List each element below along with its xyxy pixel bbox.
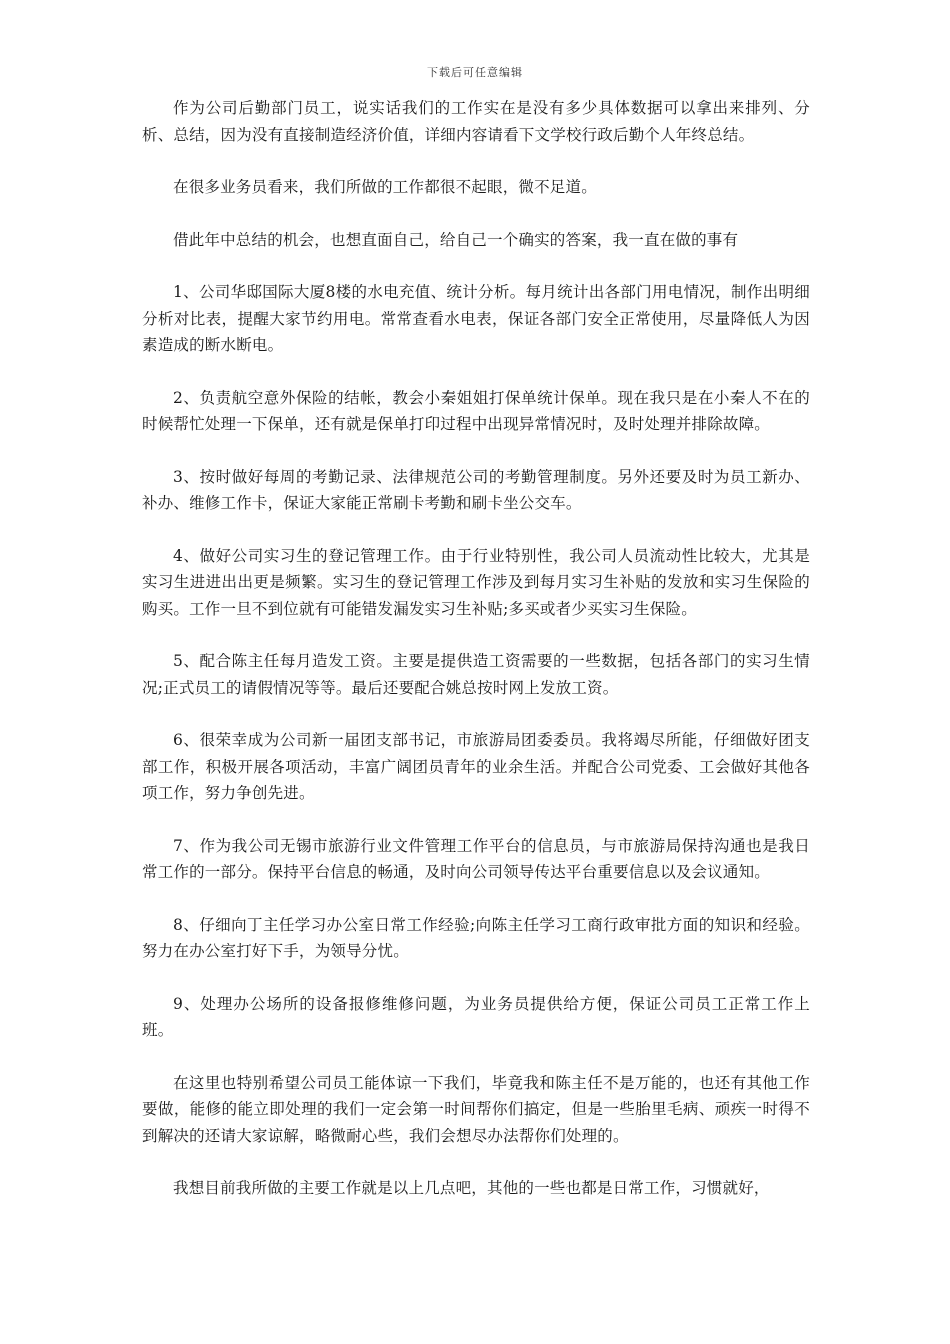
paragraph-item-8: 8、仔细向丁主任学习办公室日常工作经验;向陈主任学习工商行政审批方面的知识和经验。努力在办公室打好下手，为领导分忧。 <box>142 915 810 960</box>
paragraph-lead-in: 借此年中总结的机会，也想直面自己，给自己一个确实的答案，我一直在做的事有 <box>173 230 739 249</box>
paragraph-opinion: 在很多业务员看来，我们所做的工作都很不起眼，微不足道。 <box>173 178 597 196</box>
paragraph-item-5: 5、配合陈主任每月造发工资。主要是提供造工资需要的一些数据，包括各部门的实习生情况;正式员工的请假情况等等。最后还要配合姚总按时网上发放工资。 <box>142 652 810 697</box>
paragraph-closing: 我想目前我所做的主要工作就是以上几点吧，其他的一些也都是日常工作，习惯就好， <box>173 1179 770 1197</box>
document-body <box>142 95 810 1228</box>
paragraph-item-1: 1、公司华邸国际大厦8楼的水电充值、统计分析。每月统计出各部门用电情况，制作出明细分析对比表，提醒大家节约用电。常常查看水电表，保证各部门安全正常使用，尽量降低人为因素造成的断水断电。 <box>142 283 810 354</box>
paragraph-item-4: 4、做好公司实习生的登记管理工作。由于行业特别性，我公司人员流动性比较大，尤其是实习生进进出出更是频繁。实习生的登记管理工作涉及到每月实习生补贴的发放和实习生保险的购买。工作一旦不到位就有可能错发漏发实习生补贴;多买或者少买实习生保险。 <box>142 546 810 618</box>
paragraph-item-2: 2、负责航空意外保险的结帐，教会小秦姐姐打保单统计保单。现在我只是在小秦人不在的时候帮忙处理一下保单，还有就是保单打印过程中出现异常情况时，及时处理并排除故障。 <box>142 388 810 433</box>
paragraph-item-3: 3、按时做好每周的考勤记录、法律规范公司的考勤管理制度。另外还要及时为员工新办、补办、维修工作卡，保证大家能正常刷卡考勤和刷卡坐公交车。 <box>142 467 810 512</box>
paragraph-item-9: 9、处理办公场所的设备报修维修问题，为业务员提供给方便，保证公司员工正常工作上班。 <box>142 994 810 1039</box>
paragraph-intro: 作为公司后勤部门员工，说实话我们的工作实在是没有多少具体数据可以拿出来排列、分析、总结，因为没有直接制造经济价值，详细内容请看下文学校行政后勤个人年终总结。 <box>142 99 810 144</box>
paragraph-item-6: 6、很荣幸成为公司新一届团支部书记，市旅游局团委委员。我将竭尽所能，仔细做好团支部工作，积极开展各项活动，丰富广阔团员青年的业余生活。并配合公司党委、工会做好其他各项工作，努力争创先进。 <box>142 731 810 802</box>
paragraph-item-7: 7、作为我公司无锡市旅游行业文件管理工作平台的信息员，与市旅游局保持沟通也是我日常工作的一部分。保持平台信息的畅通，及时向公司领导传达平台重要信息以及会议通知。 <box>142 836 810 881</box>
paragraph-request: 在这里也特别希望公司员工能体谅一下我们，毕竟我和陈主任不是万能的，也还有其他工作要做，能修的能立即处理的我们一定会第一时间帮你们搞定，但是一些胎里毛病、顽疾一时得不到解决的还请大家谅解，略微耐心些，我们会想尽办法帮你们处理的。 <box>142 1073 810 1145</box>
header-note: 下载后可任意编辑 <box>427 66 523 79</box>
